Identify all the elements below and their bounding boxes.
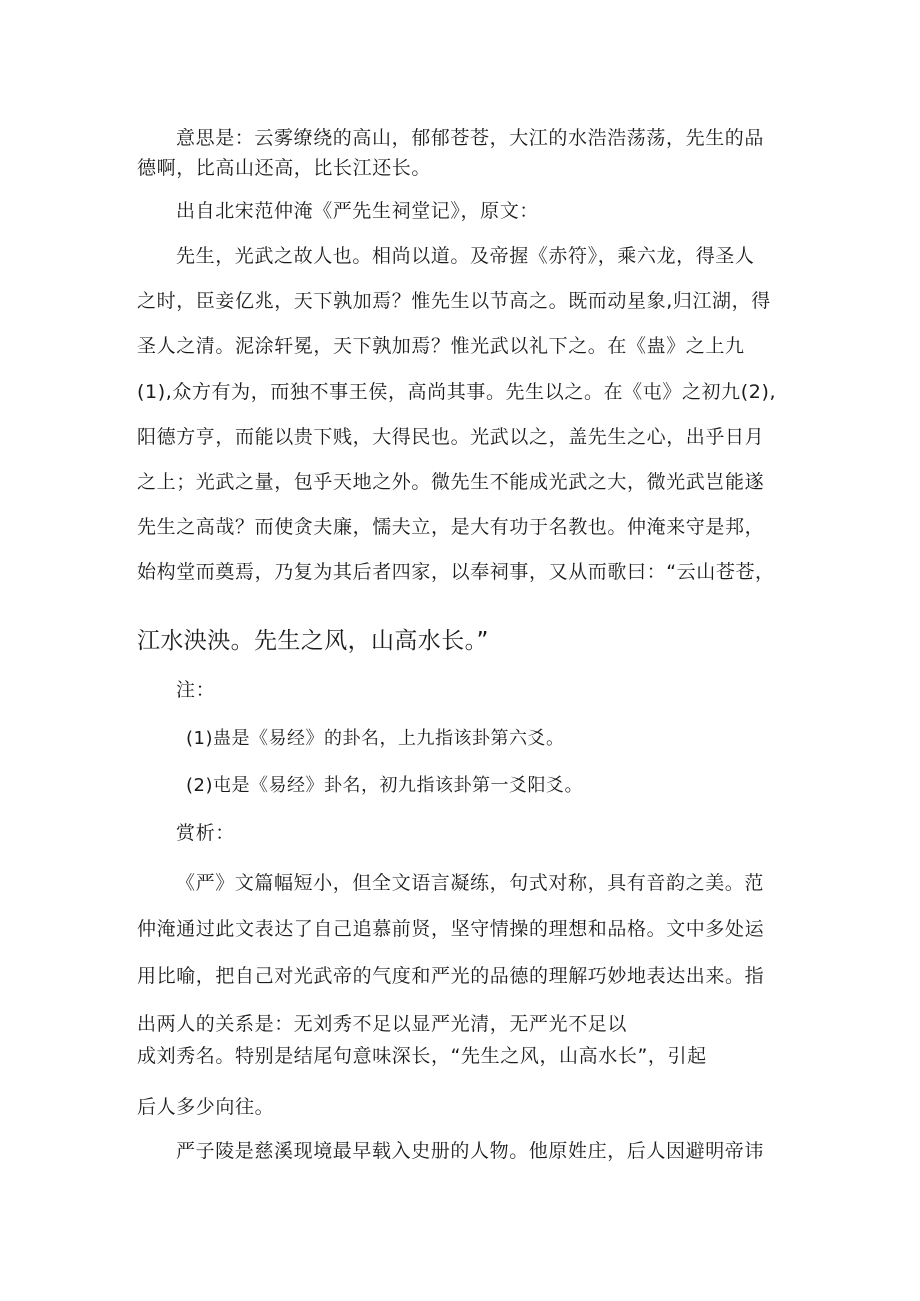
original-text-line: 之上；光武之量，包乎天地之外。微先生不能成光武之大，微光武岂能遂 <box>137 471 765 493</box>
original-text-line: (1),众方有为，而独不事王侯，高尚其事。先生以之。在《屯》之初九(2), <box>137 381 777 403</box>
original-text-line: 阳德方亨，而能以贵下贱，大得民也。光武以之，盖先生之心，出乎日月 <box>137 426 765 448</box>
original-text-line: 始构堂而奠焉，乃复为其后者四家，以奉祠事，又从而歌曰：“云山苍苍， <box>137 561 775 583</box>
appreciation-heading: 赏析： <box>176 822 235 844</box>
appreciation-line: 后人多少向往。 <box>137 1096 275 1118</box>
appreciation-line: 成刘秀名。特别是结尾句意味深长，“先生之风，山高水长”，引起 <box>137 1045 707 1067</box>
original-text-line: 先生之高哉？而使贪夫廉，懦夫立，是大有功于名教也。仲淹来守是邦， <box>137 516 765 538</box>
original-text-line: 江水泱泱。先生之风，山高水长。” <box>137 628 489 654</box>
note-item: (1)蛊是《易经》的卦名，上九指该卦第六爻。 <box>186 728 565 749</box>
appreciation-line: 仲淹通过此文表达了自己追慕前贤，坚守情操的理想和品格。文中多处运 <box>137 918 765 940</box>
appreciation-line: 用比喻，把自己对光武帝的气度和严光的品德的理解巧妙地表达出来。指 <box>137 965 765 987</box>
source-line: 出自北宋范仲淹《严先生祠堂记》，原文： <box>176 200 539 222</box>
original-text-line: 先生，光武之故人也。相尚以道。及帝握《赤符》，乘六龙，得圣人 <box>176 245 755 267</box>
note-item: (2)屯是《易经》卦名，初九指该卦第一爻阳爻。 <box>186 775 583 796</box>
paragraph-meaning-line: 意思是：云雾缭绕的高山，郁郁苍苍，大江的水浩浩荡荡，先生的品 <box>176 127 765 149</box>
notes-heading: 注： <box>176 679 216 701</box>
original-text-line: 圣人之清。泥涂轩冕，天下孰加焉？惟光武以礼下之。在《蛊》之上九 <box>137 335 745 357</box>
paragraph-meaning-line: 德啊，比高山还高，比长江还长。 <box>137 157 432 179</box>
biography-line: 严子陵是慈溪现境最早载入史册的人物。他原姓庄，后人因避明帝讳 <box>176 1140 765 1162</box>
appreciation-line: 《严》文篇幅短小，但全文语言凝练，句式对称，具有音韵之美。范 <box>176 872 765 894</box>
original-text-line: 之时，臣妾亿兆，天下孰加焉？惟先生以节高之。既而动星象,归江湖，得 <box>137 290 771 312</box>
appreciation-line: 出两人的关系是：无刘秀不足以显严光清，无严光不足以 <box>137 1013 628 1035</box>
